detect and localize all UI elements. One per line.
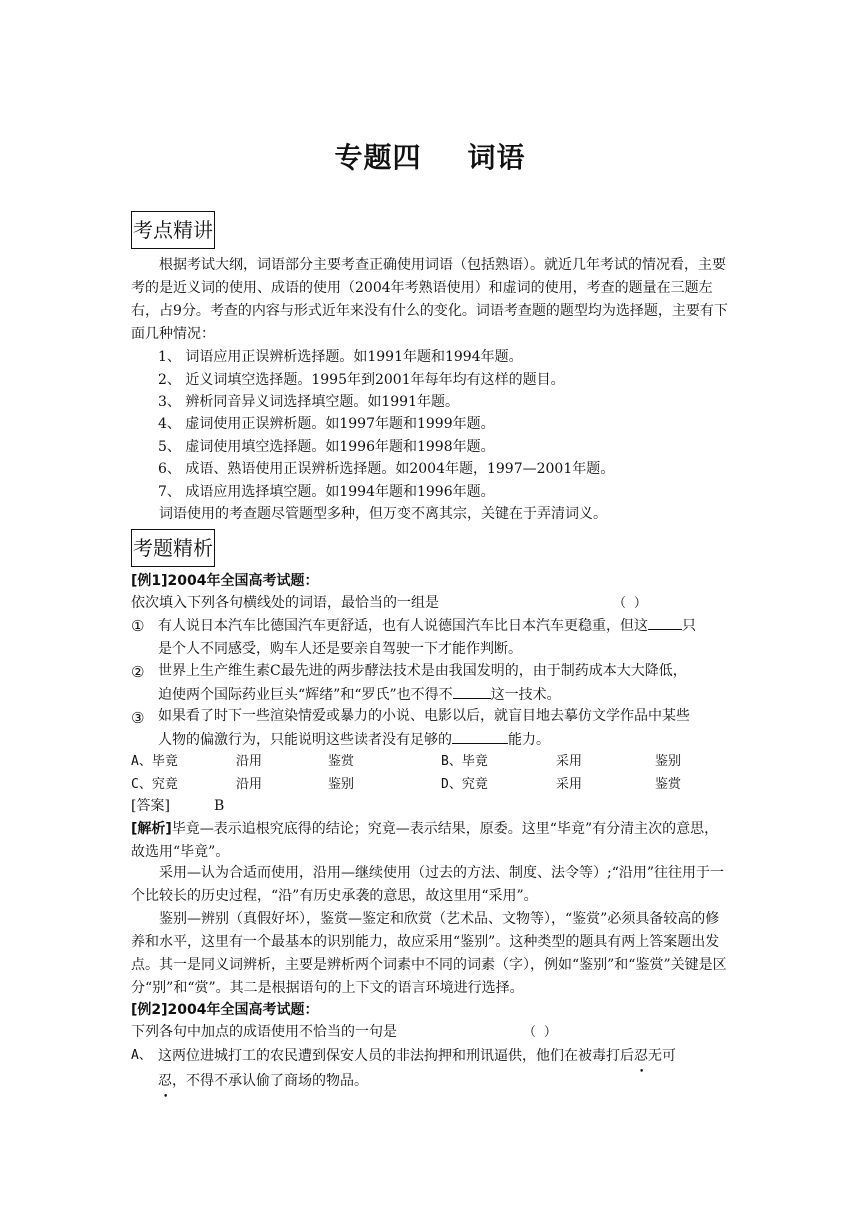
analysis-paragraph-3: 鉴别—辨别（真假好坏），鉴赏—鉴定和欣赏（艺术品、文物等），“鉴赏”必须具备较高的修养和水平，这里有一个最基本的识别能力，故应采用“鉴别”。这种类型的题具有两上答案题出发点。其一是同义词辨析，主要是辨析两个词素中不同的词素（字），例如“鉴别”和“鉴赏”关键是区分“别”和“赏”。其二是根据语句的上下文的语言环境进行选择。	[131, 911, 727, 996]
analysis-paragraph-1: [解析]毕竟—表示追根究底得的结论；究竟—表示结果，原委。这里“毕竟”有分清主次的意思，故选用“毕竟”。	[131, 821, 719, 860]
list-item: 1、 词语应用正误辨析选择题。如1991年题和1994年题。	[158, 349, 523, 365]
example1-answer-paren: （ ）	[613, 596, 647, 611]
closing-paragraph: 词语使用的考查题尽管题型多种，但万变不离其宗，关键在于弄清词义。	[159, 506, 607, 522]
list-item: 4、 虚词使用正误辨析题。如1997年题和1999年题。	[158, 416, 495, 432]
answer-value: B	[213, 798, 225, 814]
list-item: 3、 辨析同音异义词选择填空题。如1991年题。	[158, 394, 459, 410]
intro-paragraph: 根据考试大纲，词语部分主要考查正确使用词语（包括熟语）。就近几年考试的情况看，主要考的是近义词的使用、成语的使用（2004年考熟语使用）和虚词的使用，考查的题量在三题左右，占9分。考查的内容与形式近年来没有什么的变化。词语考查题的题型均为选择题，主要有下面几种情况：	[131, 257, 728, 342]
answer-label: [答案]	[131, 798, 170, 814]
list-item: 6、 成语、熟语使用正误辨析选择题。如2004年题，1997—2001年题。	[158, 461, 615, 477]
list-item: 2、 近义词填空选择题。1995年到2001年每年均有这样的题目。	[158, 372, 565, 388]
example2-question: 下列各句中加点的成语使用不恰当的一句是	[131, 1024, 397, 1040]
option-b-word1: B、毕竟	[441, 754, 488, 769]
analysis-paragraph-2: 采用—认为合适而使用，沿用—继续使用（过去的方法、制度、法令等）;“沿用”往往用于一个比较长的历史过程，“沿”有历史承袭的意思，故这里用“采用”。	[131, 865, 725, 904]
blank-line	[452, 728, 508, 744]
option-a-word2: 沿用	[236, 754, 263, 769]
option-d-word2: 采用	[556, 777, 583, 792]
example2-label: [例2]2004年全国高考试题：	[131, 1002, 319, 1018]
option-c-word1: C、究竟	[131, 777, 178, 792]
section-heading-key-points: 考点精讲	[131, 211, 215, 249]
sentence2-number: ②	[131, 663, 145, 681]
analysis-label: [解析]	[131, 821, 172, 837]
section-heading-exam-analysis: 考题精析	[131, 529, 215, 567]
list-item: 5、 虚词使用填空选择题。如1996年题和1998年题。	[158, 439, 495, 455]
sentence1-number: ①	[131, 617, 145, 635]
sentence2: 世界上生产维生素C最先进的两步酵法技术是由我国发明的，由于制药成本大大降低， 迫使两个国际药业巨头“辉绪”和“罗氏”也不得不 这一技术。	[158, 663, 687, 703]
sentence3: 如果看了时下一些渲染情爱或暴力的小说、电影以后，就盲目地去摹仿文学作品中某些 人物的偏激行为，只能说明这些读者没有足够的 能力。	[158, 708, 690, 748]
dotted-idiom-part2: 忍	[158, 1073, 172, 1089]
option-a-text: 这两位进城打工的农民遭到保安人员的非法拘押和刑讯逼供，他们在被毒打后忍无可 忍，不得不承认偷了商场的物品。	[158, 1048, 676, 1089]
option-b-word2: 采用	[556, 754, 583, 769]
sentence1: 有人说日本汽车比德国汽车更舒适，也有人说德国汽车比日本汽车更稳重，但这 只 是个人不同感受，购车人还是要亲自驾驶一下才能作判断。	[158, 614, 730, 661]
option-d-word3: 鉴赏	[655, 777, 682, 792]
option-a-word3: 鉴赏	[328, 754, 355, 769]
example1-label: [例1]2004年全国高考试题：	[131, 573, 319, 589]
option-a-prefix: A、	[131, 1048, 152, 1063]
list-item: 7、 成语应用选择填空题。如1994年题和1996年题。	[158, 484, 495, 500]
sentence3-number: ③	[131, 709, 145, 727]
title-part2: 词语	[467, 141, 526, 174]
example1-question: 依次填入下列各句横线处的词语，最恰当的一组是	[131, 595, 439, 611]
option-c-word3: 鉴别	[328, 777, 355, 792]
blank-line	[648, 614, 682, 630]
title-part1: 专题四	[334, 141, 422, 174]
example2-answer-paren: （ ）	[523, 1025, 557, 1040]
option-b-word3: 鉴别	[655, 754, 682, 769]
answer-line	[131, 795, 731, 818]
option-d-word1: D、究竟	[441, 777, 488, 792]
option-a-word1: A、毕竟	[131, 754, 178, 769]
page-title	[0, 136, 860, 176]
option-c-word2: 沿用	[236, 777, 263, 792]
dotted-idiom-part1: 忍无可	[634, 1048, 676, 1064]
blank-line	[453, 683, 491, 699]
